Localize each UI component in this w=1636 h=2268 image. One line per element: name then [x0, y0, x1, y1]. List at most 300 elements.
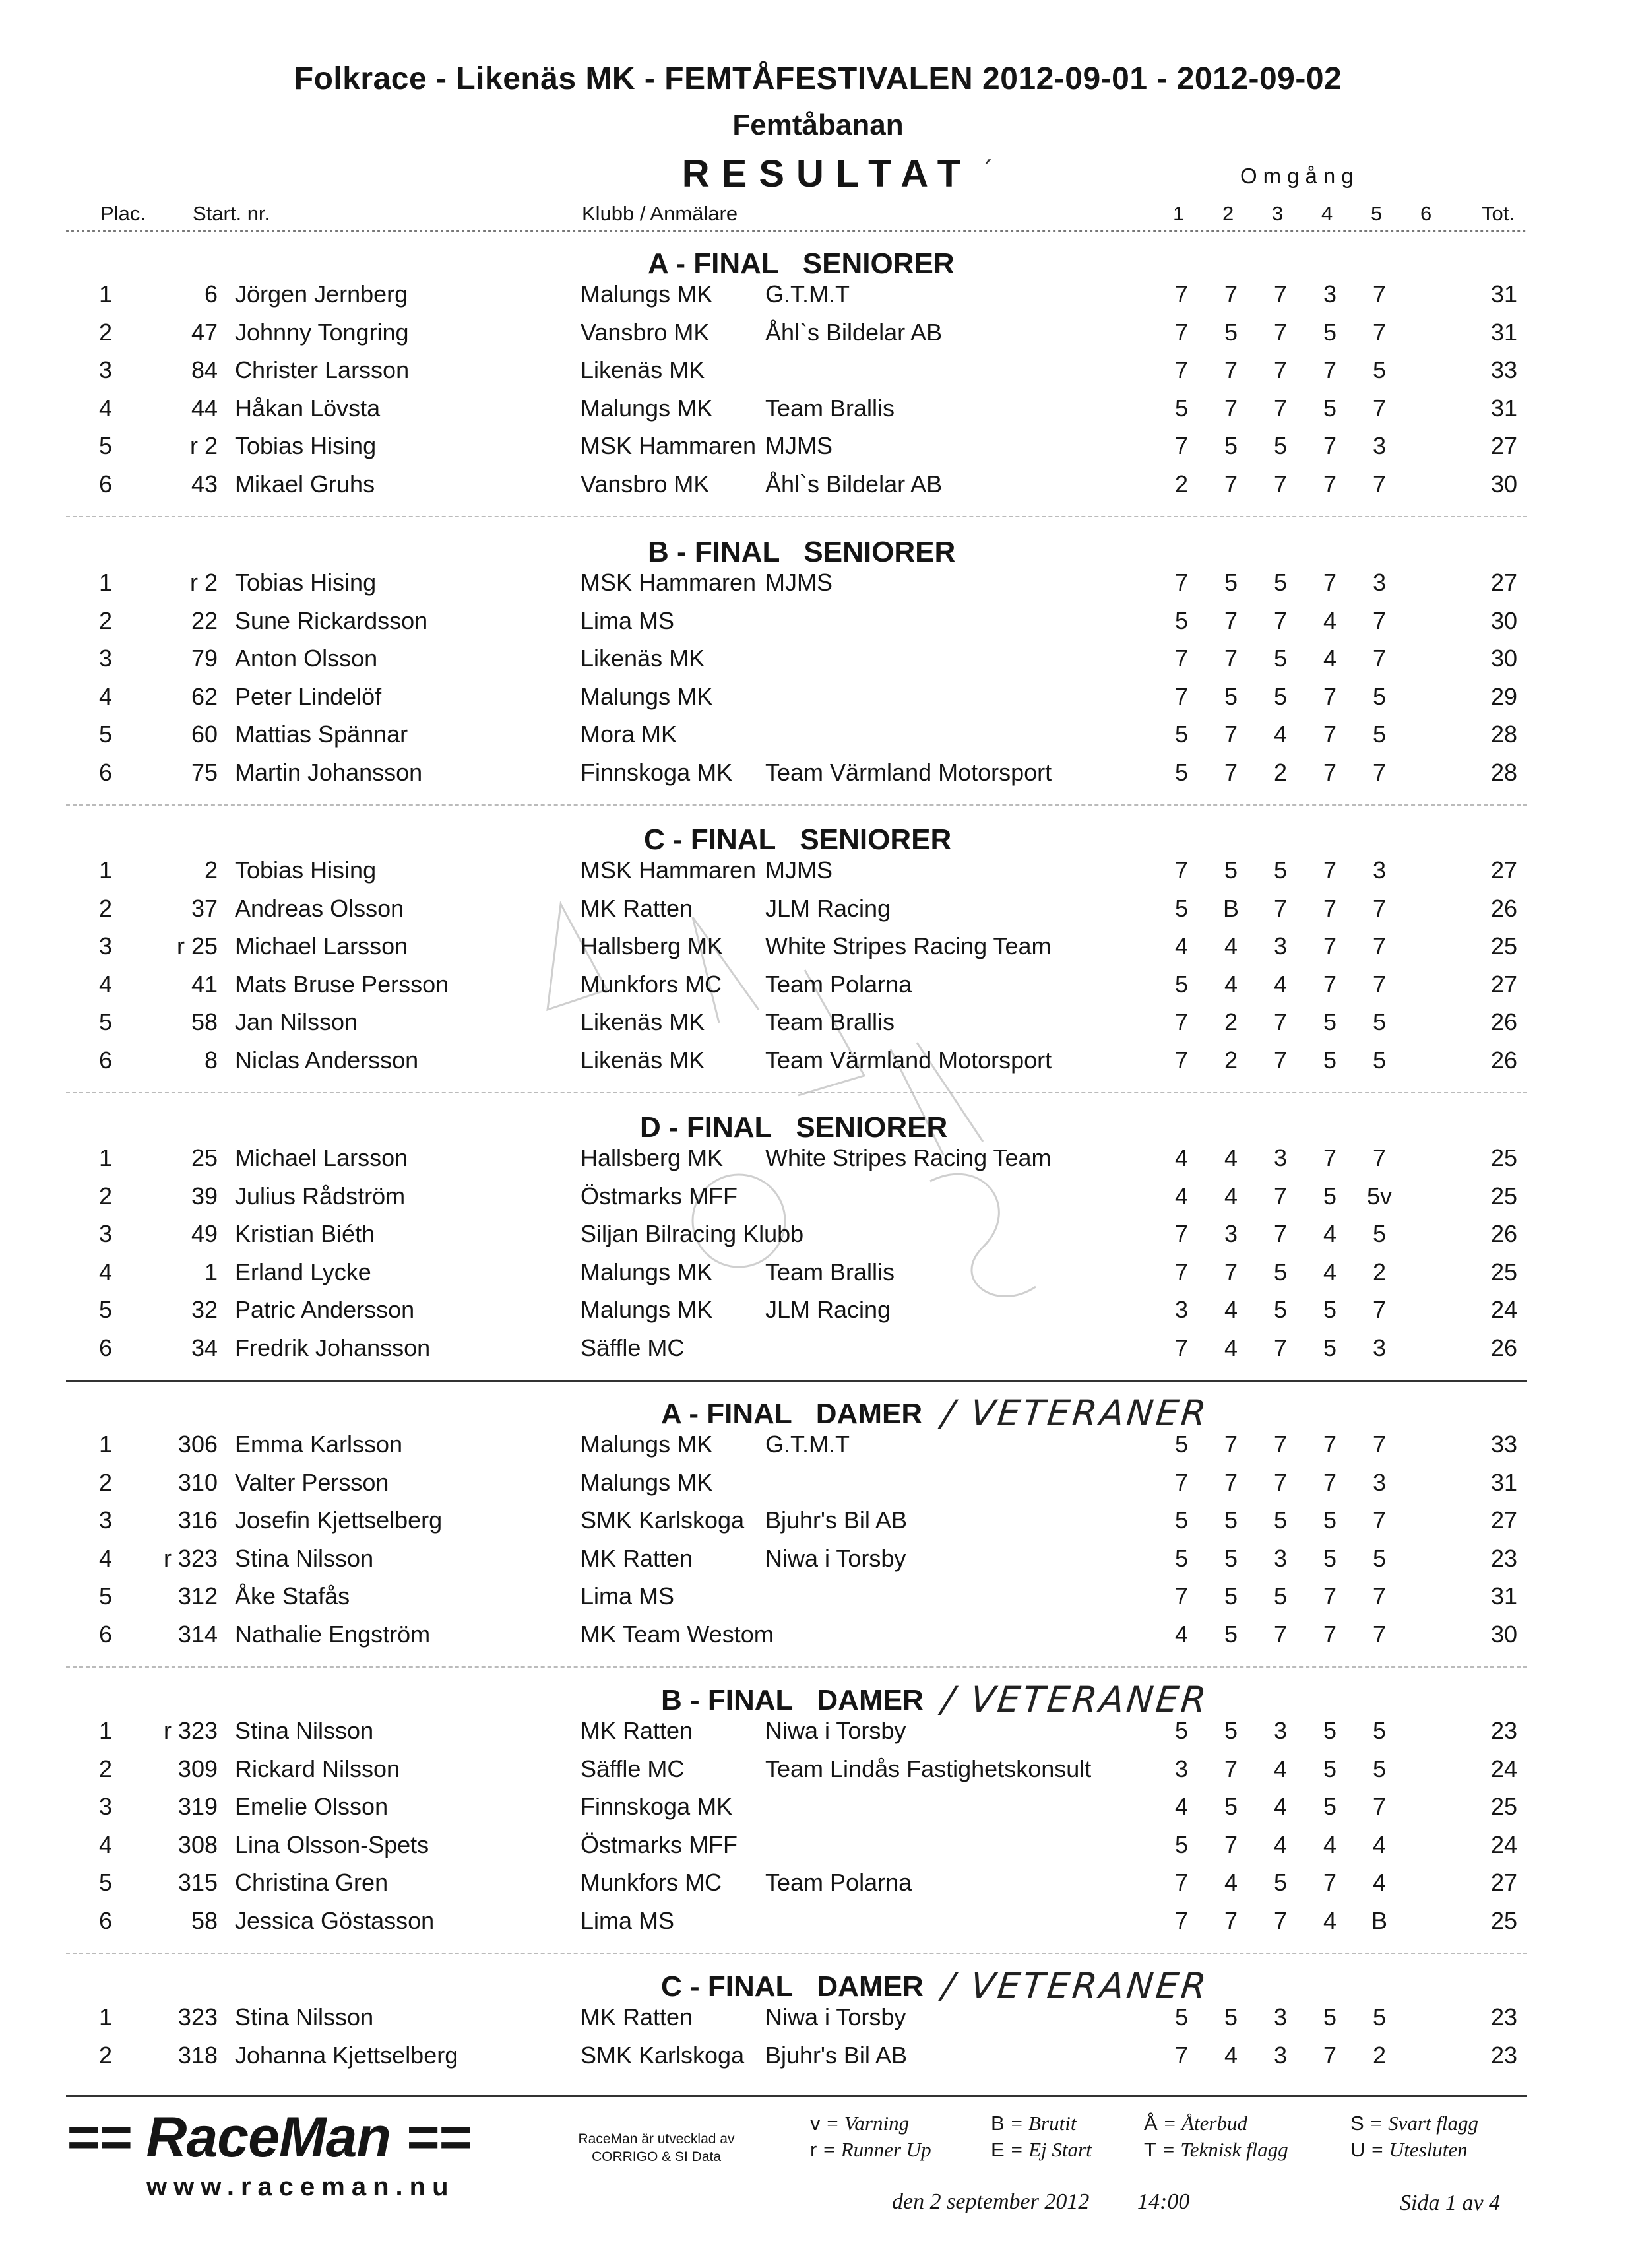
section-title-class: SENIORER: [802, 247, 955, 280]
club-name: Lima MS: [581, 606, 675, 634]
club-name: Malungs MK: [581, 1431, 713, 1458]
team-name: Team Brallis: [765, 394, 895, 422]
event-title: Folkrace - Likenäs MK - FEMTÅFESTIVALEN 2012-09-01 - 2012-09-02: [294, 61, 1342, 96]
round-4-points: 7: [1323, 569, 1337, 596]
round-4-points: 5: [1323, 1544, 1337, 1572]
team-name: Niwa i Torsby: [765, 1717, 906, 1744]
driver-name: Håkan Lövsta: [235, 394, 381, 422]
round-1-points: 5: [1174, 394, 1189, 422]
result-row: [0, 1296, 1636, 1334]
club-name: MSK Hammaren: [581, 569, 757, 596]
result-row: [0, 1258, 1636, 1296]
result-row: [0, 1047, 1636, 1084]
total-points: 23: [1490, 1717, 1517, 1744]
total-points: 27: [1490, 1869, 1517, 1896]
start-number: 22: [191, 606, 218, 634]
team-name: Team Lindås Fastighetskonsult: [765, 1755, 1092, 1782]
column-header-round-1: 1: [1173, 202, 1185, 225]
club-name: Malungs MK: [581, 682, 713, 710]
round-1-points: 5: [1174, 2003, 1189, 2030]
team-name: JLM Racing: [765, 894, 891, 922]
total-points: 31: [1490, 318, 1517, 346]
round-5-points: B: [1371, 1906, 1387, 1934]
round-2-points: B: [1222, 894, 1239, 922]
round-1-points: 2: [1174, 470, 1189, 498]
total-points: 24: [1490, 1755, 1517, 1782]
result-row: [0, 1793, 1636, 1831]
placing: 4: [99, 1258, 113, 1285]
round-3-points: 4: [1273, 1755, 1288, 1782]
round-3-points: 3: [1273, 1717, 1288, 1744]
club-name: Likenäs MK: [581, 1008, 705, 1035]
round-5-points: 7: [1372, 1793, 1387, 1820]
round-2-points: 4: [1224, 1296, 1238, 1323]
round-1-points: 7: [1174, 1046, 1189, 1074]
result-row: [0, 683, 1636, 721]
round-4-points: 4: [1323, 1220, 1337, 1247]
round-3-points: 7: [1273, 394, 1288, 422]
result-row: [0, 1907, 1636, 1945]
round-5-points: 7: [1372, 1582, 1387, 1609]
column-header-round-6: 6: [1420, 202, 1432, 225]
team-name: Niwa i Torsby: [765, 2003, 906, 2030]
round-3-points: 5: [1273, 682, 1288, 710]
round-1-points: 7: [1174, 1220, 1189, 1247]
result-row: [0, 1469, 1636, 1507]
driver-name: Mats Bruse Persson: [235, 970, 449, 998]
team-name: MJMS: [765, 857, 833, 884]
round-5-points: 7: [1372, 894, 1387, 922]
round-1-points: 4: [1174, 932, 1189, 959]
legend-svart-flagg: S = Svart flagg: [1350, 2112, 1479, 2135]
start-number: 49: [191, 1220, 218, 1247]
placing: 1: [99, 1431, 113, 1458]
team-name: G.T.M.T: [765, 280, 850, 308]
club-name: MK Team Westom: [581, 1620, 774, 1648]
column-header-plac: Plac.: [100, 202, 146, 225]
result-row: [0, 645, 1636, 682]
total-points: 27: [1490, 432, 1517, 459]
total-points: 26: [1490, 1220, 1517, 1247]
round-3-points: 7: [1273, 1906, 1288, 1934]
page-number: Sida 1 av 4: [1400, 2191, 1501, 2215]
round-4-points: 5: [1323, 1182, 1337, 1210]
round-5-points: 3: [1372, 1334, 1387, 1361]
driver-name: Christina Gren: [235, 1869, 389, 1896]
team-name: White Stripes Racing Team: [765, 1144, 1052, 1171]
total-points: 25: [1490, 1906, 1517, 1934]
section-title: [661, 1970, 924, 2003]
round-3-points: 2: [1273, 758, 1288, 786]
section-title-class: SENIORER: [800, 824, 952, 856]
total-points: 27: [1490, 857, 1517, 884]
round-3-points: 7: [1273, 356, 1288, 383]
total-points: 25: [1490, 1182, 1517, 1210]
club-name: MK Ratten: [581, 1717, 693, 1744]
round-4-points: 4: [1323, 645, 1337, 672]
round-2-points: 5: [1224, 569, 1238, 596]
round-2-points: 5: [1224, 1507, 1238, 1534]
round-3-points: 7: [1273, 1431, 1288, 1458]
round-4-points: 5: [1323, 2003, 1337, 2030]
placing: 4: [99, 682, 113, 710]
round-2-points: 7: [1224, 645, 1238, 672]
round-1-points: 7: [1174, 1468, 1189, 1496]
start-number: 62: [191, 682, 218, 710]
driver-name: Lina Olsson-Spets: [235, 1831, 429, 1858]
round-1-points: 7: [1174, 356, 1189, 383]
total-points: 29: [1490, 682, 1517, 710]
round-3-points: 7: [1273, 1334, 1288, 1361]
driver-name: Niclas Andersson: [235, 1046, 419, 1074]
placing: 1: [99, 857, 113, 884]
round-5-points: 7: [1372, 645, 1387, 672]
round-2-points: 4: [1224, 970, 1238, 998]
total-points: 26: [1490, 894, 1517, 922]
round-3-points: 5: [1273, 1582, 1288, 1609]
team-name: Team Värmland Motorsport: [765, 1046, 1052, 1074]
round-4-points: 7: [1323, 682, 1337, 710]
round-4-points: 4: [1323, 1258, 1337, 1285]
round-5-points: 5: [1372, 1544, 1387, 1572]
round-2-points: 5: [1224, 857, 1238, 884]
round-1-points: 5: [1174, 1431, 1189, 1458]
round-5-points: 5v: [1366, 1182, 1393, 1210]
placing: 2: [99, 1755, 113, 1782]
start-number: 308: [177, 1831, 218, 1858]
round-2-points: 7: [1224, 394, 1238, 422]
result-row: [0, 280, 1636, 318]
footer-divider: [66, 2095, 1527, 2097]
team-name: G.T.M.T: [765, 1431, 850, 1458]
round-5-points: 7: [1372, 280, 1387, 308]
round-2-points: 7: [1224, 758, 1238, 786]
round-4-points: 5: [1323, 318, 1337, 346]
round-5-points: 7: [1372, 394, 1387, 422]
team-name: MJMS: [765, 432, 833, 459]
section-divider: [66, 516, 1527, 517]
result-row: [0, 607, 1636, 645]
section-title-class: DAMER: [817, 1684, 924, 1716]
round-2-points: 2: [1224, 1046, 1238, 1074]
result-row: [0, 971, 1636, 1008]
section-title-class: DAMER: [815, 1398, 923, 1430]
round-4-points: 5: [1323, 1046, 1337, 1074]
round-4-points: 7: [1323, 1869, 1337, 1896]
start-number: 58: [191, 1008, 218, 1035]
placing: 2: [99, 606, 113, 634]
round-5-points: 2: [1372, 1258, 1387, 1285]
round-5-points: 7: [1372, 1144, 1387, 1171]
round-4-points: 7: [1323, 932, 1337, 959]
round-2-points: 3: [1224, 1220, 1238, 1247]
round-1-points: 7: [1174, 682, 1189, 710]
start-number: r 2: [189, 432, 218, 459]
club-name: Östmarks MFF: [581, 1831, 738, 1858]
total-points: 25: [1490, 1793, 1517, 1820]
result-row: [0, 1755, 1636, 1793]
driver-name: Tobias Hising: [235, 432, 377, 459]
round-5-points: 7: [1372, 1431, 1387, 1458]
driver-name: Peter Lindelöf: [235, 682, 382, 710]
result-row: [0, 569, 1636, 606]
round-2-points: 7: [1224, 1831, 1238, 1858]
result-row: [0, 1220, 1636, 1258]
print-time: 14:00: [1137, 2189, 1190, 2214]
club-name: SMK Karlskoga: [581, 1507, 745, 1534]
placing: 1: [99, 280, 113, 308]
track-name: Femtåbanan: [732, 109, 904, 141]
round-5-points: 7: [1372, 932, 1387, 959]
section-title: [648, 247, 955, 280]
club-name: Östmarks MFF: [581, 1182, 738, 1210]
round-2-points: 5: [1224, 1582, 1238, 1609]
start-number: 25: [191, 1144, 218, 1171]
round-1-points: 4: [1174, 1182, 1189, 1210]
section-divider: [66, 1092, 1527, 1093]
driver-name: Stina Nilsson: [235, 1544, 374, 1572]
section-title: [644, 824, 951, 857]
round-3-points: 5: [1273, 1258, 1288, 1285]
total-points: 23: [1490, 2003, 1517, 2030]
section-title-final: C - FINAL: [661, 1970, 794, 2003]
round-3-points: 5: [1273, 1869, 1288, 1896]
team-name: Team Värmland Motorsport: [765, 758, 1052, 786]
section-title-final: A - FINAL: [661, 1398, 792, 1430]
club-name: SMK Karlskoga: [581, 2041, 745, 2069]
placing: 2: [99, 2041, 113, 2069]
total-points: 31: [1490, 1582, 1517, 1609]
raceman-logo: == RaceMan ==: [66, 2106, 471, 2169]
result-row: [0, 932, 1636, 970]
placing: 1: [99, 1717, 113, 1744]
result-row: [0, 857, 1636, 894]
placing: 6: [99, 1046, 113, 1074]
team-name: White Stripes Racing Team: [765, 932, 1052, 959]
placing: 5: [99, 432, 113, 459]
driver-name: Rickard Nilsson: [235, 1755, 400, 1782]
round-5-points: 7: [1372, 758, 1387, 786]
result-row: [0, 319, 1636, 356]
club-name: Malungs MK: [581, 1296, 713, 1323]
round-3-points: 3: [1273, 2041, 1288, 2069]
placing: 2: [99, 318, 113, 346]
round-1-points: 5: [1174, 758, 1189, 786]
total-points: 25: [1490, 1258, 1517, 1285]
total-points: 30: [1490, 645, 1517, 672]
round-1-points: 7: [1174, 1869, 1189, 1896]
total-points: 25: [1490, 932, 1517, 959]
round-4-points: 5: [1323, 394, 1337, 422]
result-row: [0, 721, 1636, 758]
round-1-points: 7: [1174, 857, 1189, 884]
driver-name: Nathalie Engström: [235, 1620, 431, 1648]
driver-name: Valter Persson: [235, 1468, 389, 1496]
driver-name: Johanna Kjettselberg: [235, 2041, 458, 2069]
round-2-points: 5: [1224, 1793, 1238, 1820]
start-number: 312: [177, 1582, 218, 1609]
round-2-points: 7: [1224, 280, 1238, 308]
club-name: Mora MK: [581, 721, 677, 748]
section-divider: [66, 1380, 1527, 1382]
club-name: Finnskoga MK: [581, 758, 733, 786]
round-5-points: 7: [1372, 970, 1387, 998]
round-1-points: 7: [1174, 1258, 1189, 1285]
start-number: r 2: [189, 569, 218, 596]
round-1-points: 3: [1174, 1296, 1189, 1323]
round-3-points: 3: [1273, 1544, 1288, 1572]
placing: 2: [99, 894, 113, 922]
start-number: 75: [191, 758, 218, 786]
round-5-points: 7: [1372, 1620, 1387, 1648]
round-4-points: 7: [1323, 356, 1337, 383]
round-2-points: 4: [1224, 1334, 1238, 1361]
round-3-points: 3: [1273, 2003, 1288, 2030]
round-3-points: 4: [1273, 970, 1288, 998]
handwritten-tick: ´: [980, 156, 993, 188]
round-4-points: 7: [1323, 470, 1337, 498]
legend-runner-up: r = Runner Up: [810, 2138, 931, 2161]
section-title: [661, 1684, 924, 1717]
round-1-points: 4: [1174, 1144, 1189, 1171]
handwritten-veteraner: / VETERANER: [939, 1392, 1211, 1434]
start-number: r 25: [176, 932, 218, 959]
round-1-points: 7: [1174, 645, 1189, 672]
club-name: Munkfors MC: [581, 970, 722, 998]
start-number: 309: [177, 1755, 218, 1782]
driver-name: Martin Johansson: [235, 758, 423, 786]
driver-name: Emelie Olsson: [235, 1793, 389, 1820]
result-row: [0, 395, 1636, 432]
round-4-points: 7: [1323, 1431, 1337, 1458]
round-4-points: 7: [1323, 1582, 1337, 1609]
result-row: [0, 2003, 1636, 2041]
club-name: Säffle MC: [581, 1334, 685, 1361]
club-name: MK Ratten: [581, 2003, 693, 2030]
round-3-points: 4: [1273, 1793, 1288, 1820]
driver-name: Johnny Tongring: [235, 318, 409, 346]
round-2-points: 5: [1224, 1717, 1238, 1744]
round-5-points: 5: [1372, 721, 1387, 748]
team-name: Åhl`s Bildelar AB: [765, 470, 943, 498]
team-name: Team Brallis: [765, 1008, 895, 1035]
round-3-points: 5: [1273, 1296, 1288, 1323]
legend-utesluten: U = Utesluten: [1350, 2138, 1468, 2161]
placing: 1: [99, 2003, 113, 2030]
placing: 3: [99, 932, 113, 959]
club-name: Säffle MC: [581, 1755, 685, 1782]
team-name: Team Polarna: [765, 970, 912, 998]
placing: 3: [99, 1793, 113, 1820]
total-points: 27: [1490, 1507, 1517, 1534]
round-4-points: 7: [1323, 2041, 1337, 2069]
round-3-points: 5: [1273, 432, 1288, 459]
driver-name: Mikael Gruhs: [235, 470, 375, 498]
round-4-points: 5: [1323, 1793, 1337, 1820]
round-5-points: 5: [1372, 356, 1387, 383]
round-2-points: 5: [1224, 318, 1238, 346]
start-number: 323: [177, 2003, 218, 2030]
round-5-points: 2: [1372, 2041, 1387, 2069]
result-row: [0, 470, 1636, 508]
total-points: 30: [1490, 470, 1517, 498]
placing: 4: [99, 970, 113, 998]
driver-name: Jan Nilsson: [235, 1008, 358, 1035]
placing: 6: [99, 758, 113, 786]
round-1-points: 5: [1174, 1717, 1189, 1744]
round-4-points: 3: [1323, 280, 1337, 308]
section-divider: [66, 1666, 1527, 1668]
placing: 3: [99, 1220, 113, 1247]
round-5-points: 5: [1372, 1046, 1387, 1074]
rounds-group-label: Omgång: [1240, 164, 1360, 188]
round-2-points: 5: [1224, 1620, 1238, 1648]
section-title-class: SENIORER: [803, 536, 956, 568]
round-4-points: 7: [1323, 1620, 1337, 1648]
driver-name: Tobias Hising: [235, 857, 377, 884]
club-name: MSK Hammaren: [581, 857, 757, 884]
round-3-points: 7: [1273, 894, 1288, 922]
round-1-points: 5: [1174, 1544, 1189, 1572]
placing: 3: [99, 645, 113, 672]
round-2-points: 7: [1224, 1431, 1238, 1458]
round-5-points: 7: [1372, 606, 1387, 634]
column-header-round-5: 5: [1371, 202, 1383, 225]
round-4-points: 7: [1323, 894, 1337, 922]
round-1-points: 5: [1174, 721, 1189, 748]
team-name: MJMS: [765, 569, 833, 596]
start-number: 60: [191, 721, 218, 748]
result-row: [0, 1545, 1636, 1582]
section-title: [648, 536, 955, 569]
round-2-points: 5: [1224, 682, 1238, 710]
round-3-points: 7: [1273, 318, 1288, 346]
section-title-final: D - FINAL: [640, 1111, 772, 1144]
round-2-points: 7: [1224, 1906, 1238, 1934]
driver-name: Stina Nilsson: [235, 2003, 374, 2030]
round-1-points: 7: [1174, 1334, 1189, 1361]
club-name: MSK Hammaren: [581, 432, 757, 459]
driver-name: Kristian Biéth: [235, 1220, 375, 1247]
round-2-points: 7: [1224, 470, 1238, 498]
round-4-points: 5: [1323, 1008, 1337, 1035]
club-name: Likenäs MK: [581, 1046, 705, 1074]
placing: 4: [99, 394, 113, 422]
placing: 3: [99, 356, 113, 383]
handwritten-veteraner: / VETERANER: [939, 1965, 1211, 2007]
round-4-points: 7: [1323, 432, 1337, 459]
section-title-final: B - FINAL: [648, 536, 780, 568]
team-name: JLM Racing: [765, 1296, 891, 1323]
placing: 4: [99, 1544, 113, 1572]
placing: 5: [99, 721, 113, 748]
driver-name: Julius Rådström: [235, 1182, 406, 1210]
round-4-points: 4: [1323, 606, 1337, 634]
raceman-url: www.raceman.nu: [146, 2172, 455, 2201]
round-5-points: 3: [1372, 1468, 1387, 1496]
club-name: Munkfors MC: [581, 1869, 722, 1896]
start-number: 47: [191, 318, 218, 346]
placing: 2: [99, 1182, 113, 1210]
total-points: 27: [1490, 970, 1517, 998]
result-row: [0, 1431, 1636, 1468]
round-5-points: 3: [1372, 857, 1387, 884]
result-row: [0, 1869, 1636, 1906]
round-4-points: 7: [1323, 721, 1337, 748]
column-header-total: Tot.: [1482, 202, 1515, 225]
round-2-points: 2: [1224, 1008, 1238, 1035]
round-5-points: 5: [1372, 1220, 1387, 1247]
